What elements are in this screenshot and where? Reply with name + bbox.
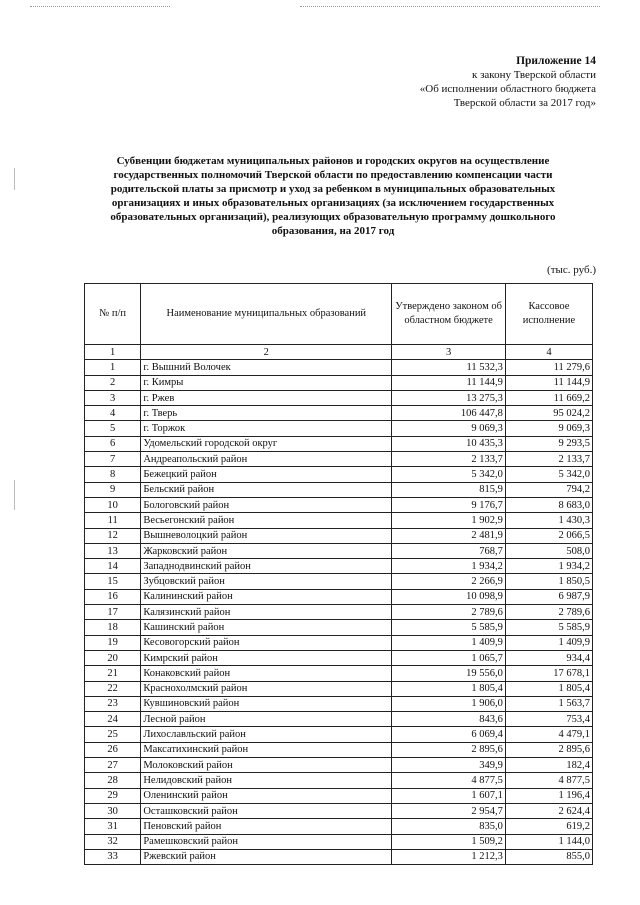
approved-amount: 10 435,3 [392, 436, 506, 451]
row-number: 15 [85, 574, 141, 589]
table-row [85, 589, 593, 604]
table-row [85, 727, 593, 742]
table-row [85, 528, 593, 543]
approved-amount: 106 447,8 [392, 406, 506, 421]
approved-amount: 2 895,6 [392, 742, 506, 757]
municipality-name: Кесовогорский район [141, 635, 392, 650]
appendix-line: Тверской области за 2017 год» [453, 97, 596, 109]
approved-amount: 349,9 [392, 758, 506, 773]
executed-amount: 2 895,6 [505, 742, 592, 757]
executed-amount: 2 133,7 [505, 452, 592, 467]
municipality-name: Оленинский район [141, 788, 392, 803]
row-number: 9 [85, 482, 141, 497]
row-number: 16 [85, 589, 141, 604]
approved-amount: 1 509,2 [392, 834, 506, 849]
scan-artifact [14, 480, 15, 510]
row-number: 33 [85, 849, 141, 864]
executed-amount: 934,4 [505, 650, 592, 665]
municipality-name: Кимрский район [141, 650, 392, 665]
table-row [85, 482, 593, 497]
executed-amount: 182,4 [505, 758, 592, 773]
executed-amount: 5 585,9 [505, 620, 592, 635]
approved-amount: 2 954,7 [392, 803, 506, 818]
executed-amount: 1 850,5 [505, 574, 592, 589]
table-row [85, 773, 593, 788]
municipality-name: Бежецкий район [141, 467, 392, 482]
municipality-name: Пеновский район [141, 819, 392, 834]
approved-amount: 4 877,5 [392, 773, 506, 788]
approved-amount: 1 607,1 [392, 788, 506, 803]
scan-artifact [300, 6, 600, 7]
table-row [85, 559, 593, 574]
approved-amount: 1 906,0 [392, 696, 506, 711]
row-number: 26 [85, 742, 141, 757]
column-index: 1 [85, 345, 141, 360]
municipality-name: Ржевский район [141, 849, 392, 864]
table-header-row [85, 284, 593, 345]
approved-amount: 13 275,3 [392, 390, 506, 405]
municipality-name: г. Торжок [141, 421, 392, 436]
row-number: 3 [85, 390, 141, 405]
municipality-name: Рамешковский район [141, 834, 392, 849]
executed-amount: 1 409,9 [505, 635, 592, 650]
subsidy-table [84, 283, 593, 865]
executed-amount: 6 987,9 [505, 589, 592, 604]
executed-amount: 5 342,0 [505, 467, 592, 482]
units-label: (тыс. руб.) [547, 264, 596, 276]
row-number: 12 [85, 528, 141, 543]
table-row [85, 452, 593, 467]
table-row [85, 421, 593, 436]
municipality-name: Краснохолмский район [141, 681, 392, 696]
municipality-name: Лихославльский район [141, 727, 392, 742]
row-number: 19 [85, 635, 141, 650]
row-number: 23 [85, 696, 141, 711]
executed-amount: 619,2 [505, 819, 592, 834]
appendix-line: к закону Тверской области [471, 69, 596, 81]
table-row [85, 666, 593, 681]
municipality-name: Бельский район [141, 482, 392, 497]
municipality-name: Лесной район [141, 712, 392, 727]
row-number: 11 [85, 513, 141, 528]
executed-amount: 8 683,0 [505, 497, 592, 512]
executed-amount: 1 430,3 [505, 513, 592, 528]
table-row [85, 390, 593, 405]
table-row [85, 375, 593, 390]
executed-amount: 1 144,0 [505, 834, 592, 849]
row-number: 21 [85, 666, 141, 681]
approved-amount: 835,0 [392, 819, 506, 834]
approved-amount: 6 069,4 [392, 727, 506, 742]
executed-amount: 753,4 [505, 712, 592, 727]
municipality-name: Осташковский район [141, 803, 392, 818]
table-row [85, 436, 593, 451]
table-row [85, 513, 593, 528]
row-number: 28 [85, 773, 141, 788]
approved-amount: 1 409,9 [392, 635, 506, 650]
municipality-name: Западнодвинский район [141, 559, 392, 574]
approved-amount: 815,9 [392, 482, 506, 497]
municipality-name: Жарковский район [141, 543, 392, 558]
row-number: 17 [85, 605, 141, 620]
approved-amount: 9 069,3 [392, 421, 506, 436]
table-row [85, 574, 593, 589]
approved-amount: 843,6 [392, 712, 506, 727]
executed-amount: 508,0 [505, 543, 592, 558]
column-index: 3 [392, 345, 506, 360]
row-number: 14 [85, 559, 141, 574]
executed-amount: 11 144,9 [505, 375, 592, 390]
executed-amount: 95 024,2 [505, 406, 592, 421]
document-title: Субвенции бюджетам муниципальных районов и городских округов на осуществление государственных полномочий Тверской области по предоставлению компенсации части родительской платы за присмотр и уход за ребенком в муниципальных образовательных организациях и иных образовательных организациях (за исключением государственных образовательных организаций), реализующих образовательную программу дошкольного образования, на 2017 год [110, 155, 556, 237]
table-row [85, 849, 593, 864]
executed-amount: 11 279,6 [505, 360, 592, 375]
approved-amount: 11 144,9 [392, 375, 506, 390]
row-number: 13 [85, 543, 141, 558]
table-row [85, 650, 593, 665]
table-row [85, 681, 593, 696]
table-row [85, 742, 593, 757]
executed-amount: 1 805,4 [505, 681, 592, 696]
column-index: 4 [505, 345, 592, 360]
municipality-name: Калязинский район [141, 605, 392, 620]
approved-amount: 2 481,9 [392, 528, 506, 543]
table-row [85, 834, 593, 849]
executed-amount: 9 069,3 [505, 421, 592, 436]
row-number: 30 [85, 803, 141, 818]
row-number: 6 [85, 436, 141, 451]
executed-amount: 17 678,1 [505, 666, 592, 681]
table-row [85, 758, 593, 773]
municipality-name: Молоковский район [141, 758, 392, 773]
municipality-name: Весьегонский район [141, 513, 392, 528]
municipality-name: г. Тверь [141, 406, 392, 421]
municipality-name: Вышневолоцкий район [141, 528, 392, 543]
approved-amount: 1 805,4 [392, 681, 506, 696]
table-row [85, 620, 593, 635]
approved-amount: 1 902,9 [392, 513, 506, 528]
executed-amount: 1 196,4 [505, 788, 592, 803]
executed-amount: 2 789,6 [505, 605, 592, 620]
table-row [85, 360, 593, 375]
municipality-name: Удомельский городской округ [141, 436, 392, 451]
approved-amount: 11 532,3 [392, 360, 506, 375]
approved-amount: 2 133,7 [392, 452, 506, 467]
appendix-line: «Об исполнении областного бюджета [419, 83, 596, 95]
header-approved: Утверждено законом об областном бюджете [392, 284, 506, 345]
municipality-name: Кашинский район [141, 620, 392, 635]
table-row [85, 543, 593, 558]
approved-amount: 2 789,6 [392, 605, 506, 620]
executed-amount: 4 479,1 [505, 727, 592, 742]
table-row [85, 605, 593, 620]
executed-amount: 2 624,4 [505, 803, 592, 818]
row-number: 5 [85, 421, 141, 436]
executed-amount: 855,0 [505, 849, 592, 864]
column-index-row [85, 345, 593, 360]
table-row [85, 788, 593, 803]
executed-amount: 1 563,7 [505, 696, 592, 711]
scan-artifact [14, 168, 15, 190]
approved-amount: 1 212,3 [392, 849, 506, 864]
row-number: 4 [85, 406, 141, 421]
municipality-name: Андреапольский район [141, 452, 392, 467]
municipality-name: Нелидовский район [141, 773, 392, 788]
executed-amount: 9 293,5 [505, 436, 592, 451]
approved-amount: 2 266,9 [392, 574, 506, 589]
municipality-name: г. Ржев [141, 390, 392, 405]
executed-amount: 11 669,2 [505, 390, 592, 405]
table-row [85, 467, 593, 482]
municipality-name: Кувшиновский район [141, 696, 392, 711]
table-row [85, 497, 593, 512]
row-number: 1 [85, 360, 141, 375]
row-number: 18 [85, 620, 141, 635]
table-row [85, 712, 593, 727]
row-number: 22 [85, 681, 141, 696]
table-row [85, 803, 593, 818]
table-row [85, 819, 593, 834]
row-number: 29 [85, 788, 141, 803]
row-number: 31 [85, 819, 141, 834]
municipality-name: Максатихинский район [141, 742, 392, 757]
approved-amount: 19 556,0 [392, 666, 506, 681]
row-number: 27 [85, 758, 141, 773]
row-number: 8 [85, 467, 141, 482]
row-number: 20 [85, 650, 141, 665]
column-index: 2 [141, 345, 392, 360]
municipality-name: Калининский район [141, 589, 392, 604]
municipality-name: Бологовский район [141, 497, 392, 512]
executed-amount: 2 066,5 [505, 528, 592, 543]
approved-amount: 5 585,9 [392, 620, 506, 635]
executed-amount: 1 934,2 [505, 559, 592, 574]
row-number: 24 [85, 712, 141, 727]
appendix-title: Приложение 14 [516, 55, 596, 67]
approved-amount: 1 065,7 [392, 650, 506, 665]
approved-amount: 768,7 [392, 543, 506, 558]
table-row [85, 406, 593, 421]
table-row [85, 635, 593, 650]
municipality-name: Конаковский район [141, 666, 392, 681]
row-number: 2 [85, 375, 141, 390]
approved-amount: 10 098,9 [392, 589, 506, 604]
executed-amount: 4 877,5 [505, 773, 592, 788]
municipality-name: Зубцовский район [141, 574, 392, 589]
row-number: 32 [85, 834, 141, 849]
scan-artifact [30, 6, 170, 7]
executed-amount: 794,2 [505, 482, 592, 497]
municipality-name: г. Вышний Волочек [141, 360, 392, 375]
approved-amount: 5 342,0 [392, 467, 506, 482]
approved-amount: 1 934,2 [392, 559, 506, 574]
row-number: 7 [85, 452, 141, 467]
header-number: № п/п [85, 284, 141, 345]
header-executed: Кассовое исполнение [505, 284, 592, 345]
table-row [85, 696, 593, 711]
header-name: Наименование муниципальных образований [141, 284, 392, 345]
row-number: 25 [85, 727, 141, 742]
approved-amount: 9 176,7 [392, 497, 506, 512]
appendix-block [236, 54, 596, 110]
row-number: 10 [85, 497, 141, 512]
municipality-name: г. Кимры [141, 375, 392, 390]
